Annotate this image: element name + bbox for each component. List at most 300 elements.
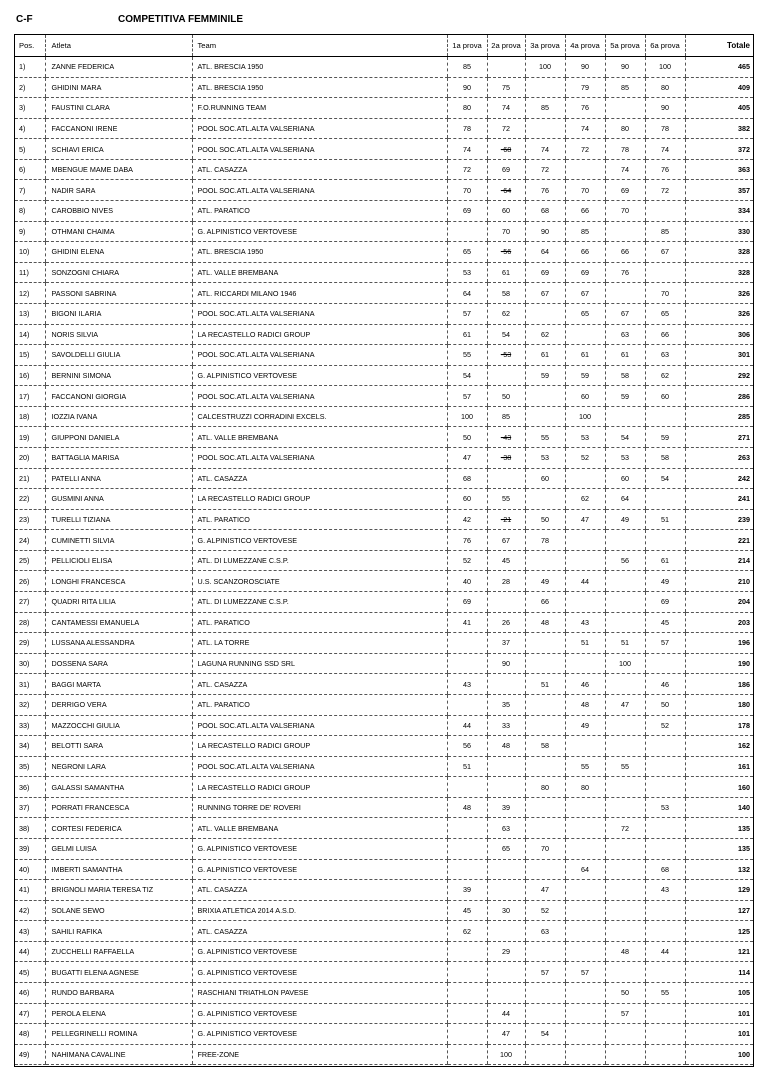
position-cell: 41) (15, 880, 45, 901)
trial-1-score-cell: 44 (447, 715, 487, 736)
trial-2-score-cell: 67 (487, 530, 525, 551)
trial-3-score-cell: 50 (525, 509, 565, 530)
total-cell: 132 (685, 859, 753, 880)
trial-6-score-cell: 50 (645, 694, 685, 715)
total-cell: 100 (685, 1044, 753, 1065)
trial-5-score-cell (605, 715, 645, 736)
position-cell: 36) (15, 777, 45, 798)
athlete-cell: NORIS SILVIA (45, 324, 192, 345)
total-cell: 214 (685, 550, 753, 571)
table-row (15, 592, 753, 613)
trial-5-score-cell: 53 (605, 447, 645, 468)
trial-6-score-cell (645, 962, 685, 983)
team-cell: RUNNING TORRE DE' ROVERI (192, 797, 447, 818)
trial-2-score-cell: 44 (487, 1003, 525, 1024)
trial-1-score-cell: 56 (447, 736, 487, 757)
trial-3-score-cell (525, 694, 565, 715)
col-trial-2-header: 2a prova (487, 35, 525, 57)
athlete-cell: DERRIGO VERA (45, 694, 192, 715)
trial-2-score-cell: 33 (487, 715, 525, 736)
trial-1-score-cell: 76 (447, 530, 487, 551)
trial-2-score-cell (487, 777, 525, 798)
total-cell: 129 (685, 880, 753, 901)
trial-5-score-cell (605, 283, 645, 304)
col-team-header: Team (192, 35, 447, 57)
trial-3-score-cell: 47 (525, 880, 565, 901)
position-cell: 31) (15, 674, 45, 695)
trial-5-score-cell: 64 (605, 489, 645, 510)
athlete-cell: BELOTTI SARA (45, 736, 192, 757)
trial-4-score-cell (565, 653, 605, 674)
position-cell: 9) (15, 221, 45, 242)
trial-3-score-cell: 64 (525, 242, 565, 263)
trial-2-score-cell: 50 (487, 386, 525, 407)
total-cell: 210 (685, 571, 753, 592)
total-cell: 221 (685, 530, 753, 551)
total-cell: 405 (685, 98, 753, 119)
trial-4-score-cell (565, 838, 605, 859)
trial-5-score-cell: 85 (605, 77, 645, 98)
athlete-cell: SOLANE SEWO (45, 900, 192, 921)
team-cell: ATL. CASAZZA (192, 159, 447, 180)
trial-5-score-cell: 63 (605, 324, 645, 345)
trial-1-score-cell: 90 (447, 77, 487, 98)
trial-2-score-cell: 60 (487, 201, 525, 222)
total-cell: 242 (685, 468, 753, 489)
athlete-cell: BERNINI SIMONA (45, 365, 192, 386)
trial-4-score-cell: 62 (565, 489, 605, 510)
trial-3-score-cell (525, 715, 565, 736)
trial-2-score-cell: 45 (487, 550, 525, 571)
table-row (15, 386, 753, 407)
standings-table (15, 35, 753, 1065)
trial-1-score-cell (447, 221, 487, 242)
trial-4-score-cell (565, 797, 605, 818)
table-row (15, 1044, 753, 1065)
athlete-cell: BIGONI ILARIA (45, 303, 192, 324)
trial-2-score-cell (487, 921, 525, 942)
team-cell: G. ALPINISTICO VERTOVESE (192, 859, 447, 880)
position-cell: 34) (15, 736, 45, 757)
athlete-cell: FACCANONI GIORGIA (45, 386, 192, 407)
trial-3-score-cell (525, 77, 565, 98)
trial-1-score-cell (447, 818, 487, 839)
athlete-cell: PELLEGRINELLI ROMINA (45, 1024, 192, 1045)
team-cell: ATL. PARATICO (192, 509, 447, 530)
trial-1-score-cell: 55 (447, 345, 487, 366)
athlete-cell: FAUSTINI CLARA (45, 98, 192, 119)
trial-3-score-cell: 63 (525, 921, 565, 942)
total-cell: 326 (685, 283, 753, 304)
table-row (15, 941, 753, 962)
trial-2-score-cell (487, 592, 525, 613)
table-row (15, 139, 753, 160)
trial-3-score-cell (525, 303, 565, 324)
team-cell: G. ALPINISTICO VERTOVESE (192, 530, 447, 551)
team-cell: ATL. PARATICO (192, 612, 447, 633)
trial-2-score-cell: -68 (487, 139, 525, 160)
trial-3-score-cell: 78 (525, 530, 565, 551)
total-cell: 203 (685, 612, 753, 633)
trial-2-score-cell: 48 (487, 736, 525, 757)
trial-6-score-cell: 52 (645, 715, 685, 736)
athlete-cell: SAHILI RAFIKA (45, 921, 192, 942)
trial-3-score-cell (525, 1044, 565, 1065)
position-cell: 48) (15, 1024, 45, 1045)
athlete-cell: CANTAMESSI EMANUELA (45, 612, 192, 633)
athlete-cell: CORTESI FEDERICA (45, 818, 192, 839)
trial-3-score-cell: 85 (525, 98, 565, 119)
position-cell: 5) (15, 139, 45, 160)
trial-5-score-cell (605, 859, 645, 880)
trial-6-score-cell: 49 (645, 571, 685, 592)
trial-1-score-cell (447, 633, 487, 654)
table-row (15, 612, 753, 633)
trial-3-score-cell: 68 (525, 201, 565, 222)
trial-3-score-cell: 69 (525, 262, 565, 283)
position-cell: 42) (15, 900, 45, 921)
trial-4-score-cell: 76 (565, 98, 605, 119)
trial-3-score-cell: 62 (525, 324, 565, 345)
trial-2-score-cell: 85 (487, 406, 525, 427)
trial-4-score-cell (565, 468, 605, 489)
trial-5-score-cell: 70 (605, 201, 645, 222)
athlete-cell: FACCANONI IRENE (45, 118, 192, 139)
team-cell: G. ALPINISTICO VERTOVESE (192, 1024, 447, 1045)
trial-5-score-cell: 57 (605, 1003, 645, 1024)
trial-1-score-cell: 60 (447, 489, 487, 510)
trial-4-score-cell: 64 (565, 859, 605, 880)
trial-4-score-cell (565, 880, 605, 901)
standings-sheet (14, 34, 754, 1067)
position-cell: 7) (15, 180, 45, 201)
position-cell: 37) (15, 797, 45, 818)
team-cell: ATL. VALLE BREMBANA (192, 818, 447, 839)
trial-1-score-cell: 54 (447, 365, 487, 386)
table-row (15, 653, 753, 674)
trial-6-score-cell (645, 262, 685, 283)
total-cell: 135 (685, 818, 753, 839)
trial-3-score-cell (525, 633, 565, 654)
trial-3-score-cell: 52 (525, 900, 565, 921)
trial-4-score-cell: 44 (565, 571, 605, 592)
team-cell: G. ALPINISTICO VERTOVESE (192, 962, 447, 983)
trial-5-score-cell (605, 736, 645, 757)
trial-1-score-cell (447, 983, 487, 1004)
trial-3-score-cell (525, 859, 565, 880)
team-cell: ATL. RICCARDI MILANO 1946 (192, 283, 447, 304)
total-cell: 101 (685, 1003, 753, 1024)
position-cell: 19) (15, 427, 45, 448)
trial-5-score-cell (605, 221, 645, 242)
team-cell: POOL SOC.ATL.ALTA VALSERIANA (192, 447, 447, 468)
athlete-cell: MAZZOCCHI GIULIA (45, 715, 192, 736)
trial-4-score-cell (565, 159, 605, 180)
trial-5-score-cell (605, 1044, 645, 1065)
trial-4-score-cell: 61 (565, 345, 605, 366)
trial-5-score-cell: 56 (605, 550, 645, 571)
total-cell: 357 (685, 180, 753, 201)
trial-5-score-cell: 72 (605, 818, 645, 839)
position-cell: 17) (15, 386, 45, 407)
trial-2-score-cell: 26 (487, 612, 525, 633)
trial-4-score-cell: 90 (565, 57, 605, 78)
team-cell: LA RECASTELLO RADICI GROUP (192, 324, 447, 345)
trial-6-score-cell: 70 (645, 283, 685, 304)
trial-2-score-cell: -43 (487, 427, 525, 448)
total-cell: 328 (685, 242, 753, 263)
table-row (15, 880, 753, 901)
trial-1-score-cell: 53 (447, 262, 487, 283)
trial-6-score-cell: 51 (645, 509, 685, 530)
trial-4-score-cell: 59 (565, 365, 605, 386)
table-row (15, 406, 753, 427)
trial-6-score-cell: 68 (645, 859, 685, 880)
athlete-cell: PASSONI SABRINA (45, 283, 192, 304)
total-cell: 271 (685, 427, 753, 448)
trial-1-score-cell: 69 (447, 201, 487, 222)
trial-5-score-cell: 78 (605, 139, 645, 160)
trial-3-score-cell (525, 941, 565, 962)
athlete-cell: LUSSANA ALESSANDRA (45, 633, 192, 654)
trial-6-score-cell: 53 (645, 797, 685, 818)
total-cell: 263 (685, 447, 753, 468)
position-cell: 13) (15, 303, 45, 324)
trial-2-score-cell (487, 468, 525, 489)
trial-3-score-cell (525, 756, 565, 777)
trial-2-score-cell (487, 962, 525, 983)
total-cell: 190 (685, 653, 753, 674)
trial-6-score-cell: 100 (645, 57, 685, 78)
trial-3-score-cell: 74 (525, 139, 565, 160)
trial-5-score-cell: 49 (605, 509, 645, 530)
position-cell: 8) (15, 201, 45, 222)
athlete-cell: MBENGUE MAME DABA (45, 159, 192, 180)
trial-2-score-cell: 28 (487, 571, 525, 592)
position-cell: 40) (15, 859, 45, 880)
trial-3-score-cell: 55 (525, 427, 565, 448)
trial-4-score-cell: 51 (565, 633, 605, 654)
trial-3-score-cell: 76 (525, 180, 565, 201)
trial-1-score-cell: 100 (447, 406, 487, 427)
trial-2-score-cell: 35 (487, 694, 525, 715)
trial-3-score-cell: 72 (525, 159, 565, 180)
trial-6-score-cell: 90 (645, 98, 685, 119)
trial-6-score-cell: 76 (645, 159, 685, 180)
total-cell: 135 (685, 838, 753, 859)
trial-5-score-cell: 54 (605, 427, 645, 448)
table-row (15, 118, 753, 139)
trial-2-score-cell (487, 983, 525, 1004)
trial-6-score-cell: 80 (645, 77, 685, 98)
position-cell: 20) (15, 447, 45, 468)
trial-6-score-cell (645, 838, 685, 859)
trial-6-score-cell: 62 (645, 365, 685, 386)
total-cell: 241 (685, 489, 753, 510)
trial-3-score-cell: 49 (525, 571, 565, 592)
col-trial-1-header: 1a prova (447, 35, 487, 57)
trial-3-score-cell (525, 406, 565, 427)
position-cell: 11) (15, 262, 45, 283)
trial-5-score-cell (605, 612, 645, 633)
trial-2-score-cell: 55 (487, 489, 525, 510)
trial-3-score-cell: 70 (525, 838, 565, 859)
trial-5-score-cell: 61 (605, 345, 645, 366)
trial-1-score-cell: 62 (447, 921, 487, 942)
trial-5-score-cell: 50 (605, 983, 645, 1004)
trial-3-score-cell: 51 (525, 674, 565, 695)
trial-4-score-cell (565, 1024, 605, 1045)
col-trial-6-header: 6a prova (645, 35, 685, 57)
trial-4-score-cell: 66 (565, 201, 605, 222)
team-cell: ATL. DI LUMEZZANE C.S.P. (192, 592, 447, 613)
trial-4-score-cell: 67 (565, 283, 605, 304)
team-cell: G. ALPINISTICO VERTOVESE (192, 838, 447, 859)
team-cell: U.S. SCANZOROSCIATE (192, 571, 447, 592)
table-row (15, 900, 753, 921)
trial-6-score-cell (645, 756, 685, 777)
trial-2-score-cell: 90 (487, 653, 525, 674)
athlete-cell: ZANNE FEDERICA (45, 57, 192, 78)
athlete-cell: PELLICIOLI ELISA (45, 550, 192, 571)
trial-3-score-cell: 61 (525, 345, 565, 366)
trial-3-score-cell: 100 (525, 57, 565, 78)
trial-3-score-cell (525, 386, 565, 407)
table-row (15, 447, 753, 468)
trial-1-score-cell (447, 694, 487, 715)
team-cell: ATL. BRESCIA 1950 (192, 77, 447, 98)
trial-6-score-cell: 60 (645, 386, 685, 407)
col-athlete-header: Atleta (45, 35, 192, 57)
trial-3-score-cell (525, 983, 565, 1004)
total-cell: 127 (685, 900, 753, 921)
trial-4-score-cell (565, 818, 605, 839)
trial-2-score-cell: 29 (487, 941, 525, 962)
trial-6-score-cell: 85 (645, 221, 685, 242)
total-cell: 409 (685, 77, 753, 98)
position-cell: 10) (15, 242, 45, 263)
table-row (15, 365, 753, 386)
trial-2-score-cell: 65 (487, 838, 525, 859)
total-cell: 186 (685, 674, 753, 695)
position-cell: 12) (15, 283, 45, 304)
trial-6-score-cell: 44 (645, 941, 685, 962)
trial-5-score-cell: 58 (605, 365, 645, 386)
trial-6-score-cell: 67 (645, 242, 685, 263)
trial-1-score-cell (447, 777, 487, 798)
trial-3-score-cell (525, 118, 565, 139)
total-cell: 114 (685, 962, 753, 983)
trial-2-score-cell (487, 756, 525, 777)
total-cell: 286 (685, 386, 753, 407)
trial-3-score-cell: 67 (525, 283, 565, 304)
trial-5-score-cell (605, 530, 645, 551)
team-cell: G. ALPINISTICO VERTOVESE (192, 365, 447, 386)
trial-3-score-cell: 57 (525, 962, 565, 983)
trial-1-score-cell: 70 (447, 180, 487, 201)
athlete-cell: SAVOLDELLI GIULIA (45, 345, 192, 366)
table-row (15, 550, 753, 571)
trial-4-score-cell: 53 (565, 427, 605, 448)
total-cell: 465 (685, 57, 753, 78)
trial-2-score-cell (487, 57, 525, 78)
trial-6-score-cell (645, 736, 685, 757)
trial-1-score-cell: 47 (447, 447, 487, 468)
team-cell: ATL. PARATICO (192, 201, 447, 222)
trial-2-score-cell: 30 (487, 900, 525, 921)
trial-4-score-cell: 47 (565, 509, 605, 530)
position-cell: 28) (15, 612, 45, 633)
trial-4-score-cell: 48 (565, 694, 605, 715)
total-cell: 180 (685, 694, 753, 715)
trial-3-score-cell: 53 (525, 447, 565, 468)
position-cell: 30) (15, 653, 45, 674)
position-cell: 47) (15, 1003, 45, 1024)
trial-6-score-cell (645, 201, 685, 222)
trial-2-score-cell: 100 (487, 1044, 525, 1065)
trial-3-score-cell (525, 489, 565, 510)
trial-3-score-cell: 80 (525, 777, 565, 798)
trial-1-score-cell (447, 1003, 487, 1024)
athlete-cell: BATTAGLIA MARISA (45, 447, 192, 468)
athlete-cell: TURELLI TIZIANA (45, 509, 192, 530)
trial-2-score-cell: -56 (487, 242, 525, 263)
athlete-cell: GUSMINI ANNA (45, 489, 192, 510)
table-row (15, 983, 753, 1004)
trial-4-score-cell (565, 1044, 605, 1065)
trial-6-score-cell: 54 (645, 468, 685, 489)
trial-1-score-cell: 80 (447, 98, 487, 119)
table-row (15, 694, 753, 715)
total-cell: 301 (685, 345, 753, 366)
trial-6-score-cell: 55 (645, 983, 685, 1004)
trial-4-score-cell: 69 (565, 262, 605, 283)
athlete-cell: NEGRONI LARA (45, 756, 192, 777)
position-cell: 25) (15, 550, 45, 571)
trial-2-score-cell (487, 674, 525, 695)
trial-1-score-cell (447, 1024, 487, 1045)
trial-1-score-cell: 39 (447, 880, 487, 901)
trial-3-score-cell (525, 797, 565, 818)
trial-4-score-cell: 52 (565, 447, 605, 468)
trial-4-score-cell (565, 550, 605, 571)
team-cell: ATL. VALLE BREMBANA (192, 427, 447, 448)
total-cell: 140 (685, 797, 753, 818)
total-cell: 239 (685, 509, 753, 530)
total-cell: 196 (685, 633, 753, 654)
trial-4-score-cell: 43 (565, 612, 605, 633)
trial-5-score-cell: 76 (605, 262, 645, 283)
trial-1-score-cell: 43 (447, 674, 487, 695)
team-cell: FREE-ZONE (192, 1044, 447, 1065)
trial-6-score-cell: 57 (645, 633, 685, 654)
table-row (15, 262, 753, 283)
total-cell: 326 (685, 303, 753, 324)
trial-1-score-cell: 78 (447, 118, 487, 139)
trial-1-score-cell (447, 962, 487, 983)
trial-5-score-cell: 66 (605, 242, 645, 263)
trial-5-score-cell (605, 592, 645, 613)
trial-1-score-cell: 48 (447, 797, 487, 818)
team-cell: POOL SOC.ATL.ALTA VALSERIANA (192, 715, 447, 736)
total-cell: 292 (685, 365, 753, 386)
trial-5-score-cell (605, 571, 645, 592)
team-cell: BRIXIA ATLETICA 2014 A.S.D. (192, 900, 447, 921)
col-pos-header: Pos. (15, 35, 45, 57)
table-row (15, 530, 753, 551)
trial-6-score-cell (645, 530, 685, 551)
table-row (15, 818, 753, 839)
